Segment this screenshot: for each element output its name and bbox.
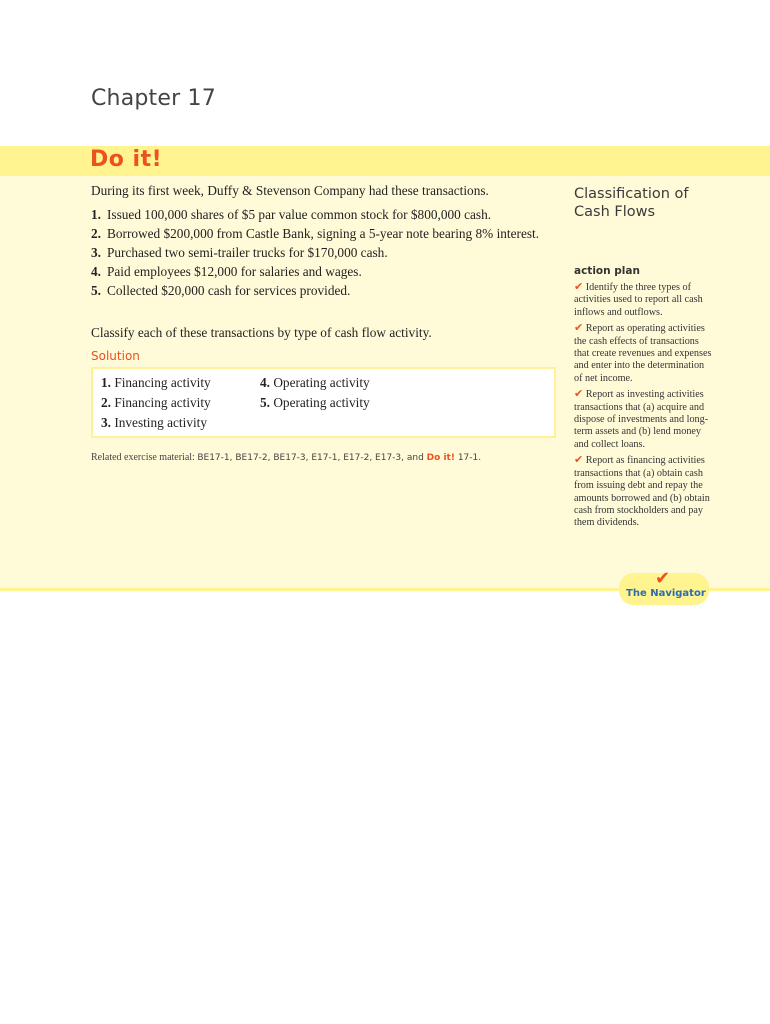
plan-text: Report as investing activities transactions that (a) acquire and dispose of investments and long-term assets and (b) lend money and collect loans. <box>574 389 709 450</box>
do-it-heading: Do it! <box>90 147 163 172</box>
action-plan-list <box>574 281 714 533</box>
sidebar-title-line: Cash Flows <box>574 204 656 220</box>
solution-number: 3. <box>101 415 111 430</box>
list-item <box>91 245 551 261</box>
check-icon: ✔ <box>574 453 584 467</box>
solution-box <box>91 367 556 438</box>
solution-number: 5. <box>260 395 270 410</box>
item-text: Borrowed $200,000 from Castle Bank, signing a 5-year note bearing 8% interest. <box>107 226 540 241</box>
navigator-label[interactable]: The Navigator <box>626 588 706 599</box>
list-item <box>574 281 714 319</box>
list-item <box>91 264 551 280</box>
related-prefix: Related exercise material: <box>91 452 198 463</box>
list-item <box>91 207 551 223</box>
chapter-title: Chapter 17 <box>91 86 216 111</box>
solution-text: Financing activity <box>114 395 211 410</box>
related-do-it: Do it! <box>426 453 455 463</box>
sidebar-title <box>574 185 754 221</box>
list-item <box>574 322 714 385</box>
item-number: 4. <box>91 264 101 279</box>
sidebar-title-line: Classification of <box>574 186 689 202</box>
plan-text: Identify the three types of activities used to report all cash inflows and outflows. <box>574 282 703 318</box>
instruction-text: Classify each of these transactions by type of cash flow activity. <box>91 325 432 340</box>
item-text: Paid employees $12,000 for salaries and wages. <box>107 264 362 279</box>
solution-number: 2. <box>101 395 111 410</box>
list-item <box>574 454 714 529</box>
related-codes: BE17-1, BE17-2, BE17-3, E17-1, E17-2, E17-3, and <box>197 453 427 463</box>
transaction-list <box>91 207 551 302</box>
solution-item <box>260 395 370 411</box>
item-number: 1. <box>91 207 101 222</box>
related-suffix: 17-1. <box>454 453 482 463</box>
item-number: 3. <box>91 245 101 260</box>
plan-text: Report as financing activities transactions that (a) obtain cash from issuing debt and repay the amounts borrowed and (b) obtain cash from stockholders and pay them dividends. <box>574 455 710 529</box>
solution-text: Investing activity <box>114 415 208 430</box>
item-text: Purchased two semi-trailer trucks for $170,000 cash. <box>107 245 388 260</box>
solution-text: Operating activity <box>273 395 370 410</box>
exercise-intro: During its first week, Duffy & Stevenson Company had these transactions. <box>91 183 489 198</box>
solution-number: 1. <box>101 375 111 390</box>
solution-item <box>101 375 211 391</box>
list-item <box>91 226 551 242</box>
item-number: 2. <box>91 226 101 241</box>
plan-text: Report as operating activities the cash effects of transactions that create revenues and expenses and enter into the determination of net income. <box>574 323 712 384</box>
solution-label: Solution <box>91 349 140 363</box>
solution-item <box>260 375 370 391</box>
check-icon: ✔ <box>574 280 584 293</box>
check-icon: ✔ <box>655 568 671 589</box>
check-icon: ✔ <box>574 321 584 335</box>
solution-number: 4. <box>260 375 270 390</box>
item-text: Collected $20,000 cash for services provided. <box>107 283 351 298</box>
related-exercises <box>91 452 481 463</box>
check-icon: ✔ <box>574 387 584 401</box>
solution-item <box>101 395 211 411</box>
list-item <box>91 283 551 299</box>
action-plan-label: action plan <box>574 265 640 277</box>
solution-text: Operating activity <box>273 375 370 390</box>
item-text: Issued 100,000 shares of $5 par value common stock for $800,000 cash. <box>107 207 492 222</box>
solution-item <box>101 415 207 431</box>
list-item <box>574 388 714 451</box>
item-number: 5. <box>91 283 101 298</box>
solution-text: Financing activity <box>114 375 211 390</box>
